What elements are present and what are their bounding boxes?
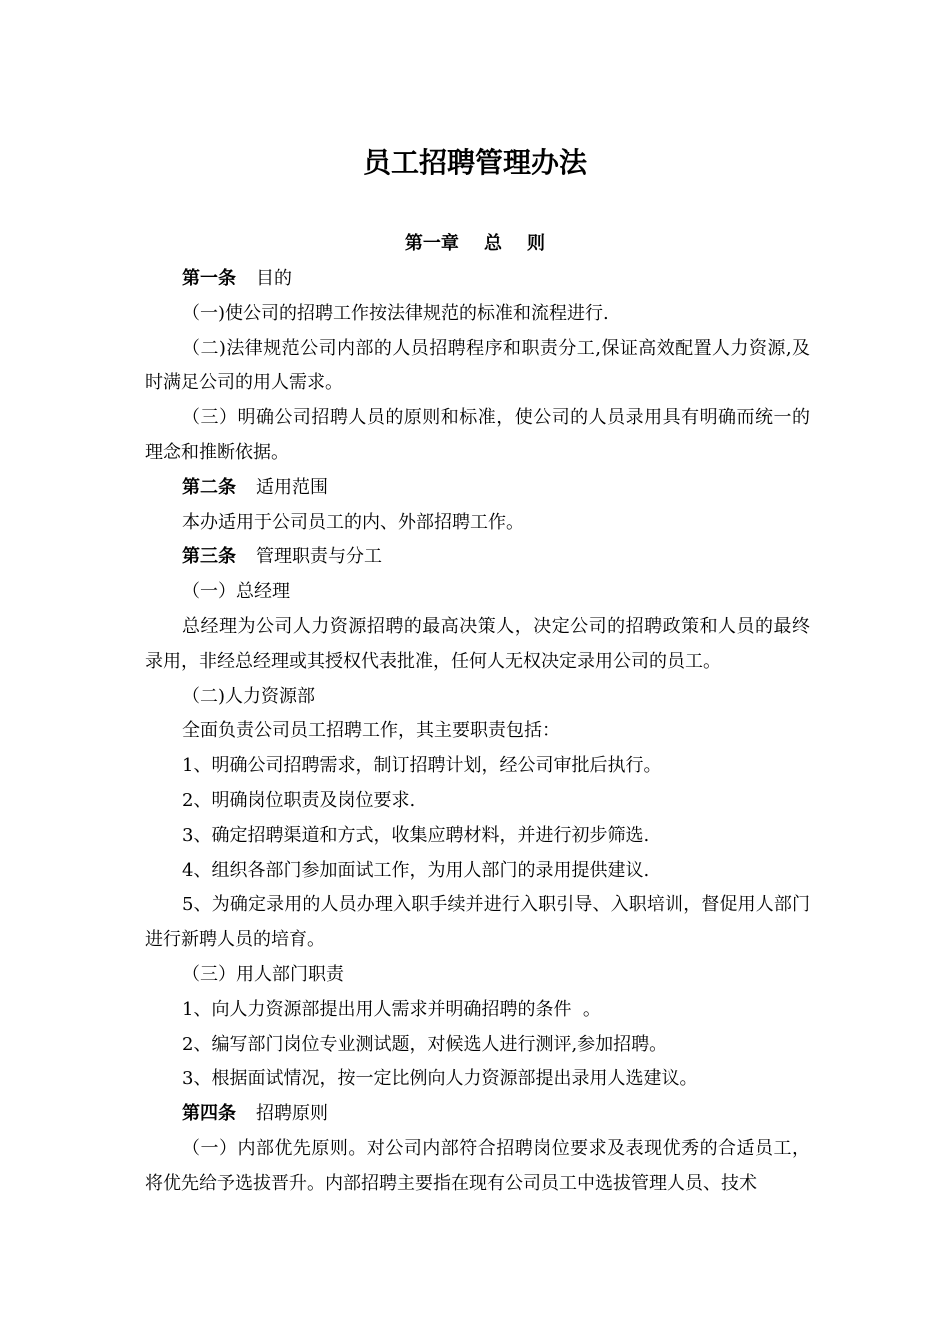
article-label: 第四条 [182, 1103, 236, 1125]
article-title: 管理职责与分工 [256, 546, 382, 568]
article-heading-4 [145, 1097, 810, 1132]
paragraph: （二)人力资源部 [182, 685, 316, 707]
list-item: 1、明确公司招聘需求，制订招聘计划，经公司审批后执行。 [182, 755, 662, 777]
article-heading-1 [145, 262, 810, 297]
article-title: 目的 [256, 268, 292, 289]
list-item: 3、确定招聘渠道和方式，收集应聘材料，并进行初步筛选. [182, 824, 650, 846]
list-item: 5、为确定录用的人员办理入职手续并进行入职引导、入职培训，督促用人部门进行新聘人员的培育。 [145, 894, 810, 951]
article-title: 适用范围 [256, 476, 328, 498]
paragraph: （三）用人部门职责 [182, 963, 344, 985]
paragraph: 全面负责公司员工招聘工作，其主要职责包括： [182, 720, 560, 742]
article-label: 第三条 [182, 546, 236, 568]
document-title: 员工招聘管理办法 [362, 146, 587, 179]
paragraph: （三）明确公司招聘人员的原则和标准，使公司的人员录用具有明确而统一的理念和推断依据。 [145, 407, 810, 463]
paragraph: （一)使公司的招聘工作按法律规范的标准和流程进行. [182, 302, 609, 324]
article-heading-2 [145, 471, 810, 506]
paragraph: （二)法律规范公司内部的人员招聘程序和职责分工,保证高效配置人力资源,及时满足公司的用人需求。 [145, 337, 810, 394]
list-item: 3、根据面试情况，按一定比例向人力资源部提出录用人选建议。 [182, 1068, 698, 1090]
paragraph: （一）总经理 [182, 581, 290, 603]
list-item: 4、组织各部门参加面试工作，为用人部门的录用提供建议. [182, 859, 650, 881]
list-item: 2、编写部门岗位专业测试题，对候选人进行测评,参加招聘。 [182, 1033, 668, 1055]
paragraph: 本办适用于公司员工的内、外部招聘工作。 [182, 511, 524, 533]
article-label: 第一条 [182, 268, 236, 289]
chapter-heading: 第一章 总 则 [404, 233, 546, 254]
list-item: 2、明确岗位职责及岗位要求. [182, 789, 416, 811]
paragraph: 总经理为公司人力资源招聘的最高决策人，决定公司的招聘政策和人员的最终录用，非经总经理或其授权代表批准，任何人无权决定录用公司的员工。 [145, 615, 810, 672]
list-item: 1、向人力资源部提出用人需求并明确招聘的条件 。 [182, 998, 601, 1020]
article-label: 第二条 [182, 476, 236, 498]
document-body [145, 262, 810, 1202]
article-title: 招聘原则 [256, 1103, 328, 1125]
article-heading-3 [145, 540, 810, 575]
paragraph: （一）内部优先原则。对公司内部符合招聘岗位要求及表现优秀的合适员工，将优先给予选拔晋升。内部招聘主要指在现有公司员工中选拔管理人员、技术 [145, 1137, 810, 1194]
